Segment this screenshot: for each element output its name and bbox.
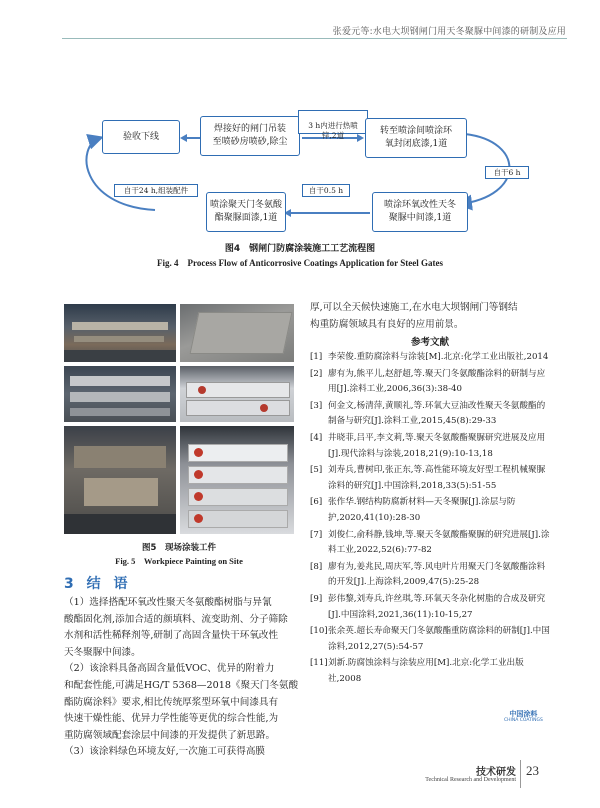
tag-dry-6h-label: 自干6 h — [493, 168, 521, 177]
body-line: （1）选择搭配环氧改性聚天冬氨酸酯树脂与异氰 — [64, 597, 272, 608]
body-line: 和配套性能,可满足HG/T 5368—2018《聚天门冬氨酸 — [64, 680, 299, 691]
china-coatings-logo — [504, 711, 543, 724]
logo-cn: 中国涂料 — [509, 710, 538, 718]
reference-text: 廖有为,姜兆民,周庆军,等.风电叶片用聚天门冬氨酸酯涂料的开发[J].上海涂料,2009,47(5):25-28 — [328, 561, 546, 588]
references-list — [310, 350, 550, 688]
reference-text: 张余英.超长寿命聚天门冬氨酸酯重防腐涂料的研制[J].中国涂料,2012,27(5):54-57 — [328, 626, 550, 652]
figure4-caption-en: Fig. 4 Process Flow of Anticorrosive Coatings Application for Steel Gates — [157, 258, 443, 268]
reference-number: [2] — [310, 368, 323, 379]
reference-item — [310, 399, 550, 430]
references-heading: 参考文献 — [410, 337, 449, 348]
reference-item — [310, 463, 550, 494]
reference-number: [1] — [310, 352, 323, 362]
step-primer-label: 转至喷涂间喷涂环 氧封闭底漆,1道 — [379, 126, 452, 149]
conclusion-text-right — [310, 300, 550, 334]
reference-number: [4] — [310, 432, 323, 443]
reference-number: [6] — [310, 497, 323, 508]
reference-text: 何金文,杨清萍,黄顺礼,等.环氧大豆油改性聚天冬氨酸酯的制备与研究[J].涂料工业,2015,45(8):29-33 — [328, 400, 546, 427]
body-line: 重防腐领域配套涂层中间漆的开发提供了新思路。 — [64, 729, 276, 741]
section-heading: 3 结 语 — [64, 576, 132, 592]
process-flowchart — [80, 96, 530, 234]
site-photos — [64, 304, 294, 534]
body-line: （2）该涂料具备高固含量低VOC、优异的附着力 — [64, 663, 275, 675]
header-rule — [62, 38, 567, 39]
tag-zinc-spray — [298, 110, 368, 140]
reference-text: 井晓菲,吕平,李文莉,等.聚天冬氨酸酯聚脲研究进展及应用[J].现代涂料与涂装,2018,21(9):10-13,18 — [328, 432, 546, 459]
body-line: 天冬聚脲中间漆。 — [64, 646, 141, 658]
arrow-to-inspection — [182, 137, 200, 139]
reference-item — [310, 431, 550, 462]
reference-item — [310, 560, 550, 591]
step-sandblast-label: 焊接好的闸门吊装 至喷砂房喷砂,除尘 — [212, 124, 288, 147]
reference-number: [3] — [310, 400, 323, 411]
tag-dry-05h-label: 自干0.5 h — [308, 186, 344, 195]
reference-item — [310, 495, 550, 526]
photo-coated-gate-surface — [180, 304, 294, 362]
reference-number: [10] — [310, 626, 328, 637]
photo-coating-booth — [64, 426, 176, 534]
photo-stacked-gate-leaves — [180, 426, 294, 534]
step-primer-box — [365, 118, 467, 158]
footer-divider — [520, 760, 521, 788]
tag-dry-24h-label: 自干24 h,组装配件 — [123, 186, 189, 195]
reference-item — [310, 350, 550, 366]
figure4-caption-cn: 图4 钢闸门防腐涂装施工工艺流程图 — [224, 244, 376, 254]
photo-workshop-frames — [64, 304, 176, 362]
body-line: 构重防腐领域具有良好的应用前景。 — [310, 318, 464, 330]
body-line: 酯防腐涂料》要求,相比传统厚浆型环氧中间漆具有 — [64, 696, 279, 708]
reference-number: [8] — [310, 561, 323, 572]
figure5-caption-cn: 图5 现场涂装工件 — [142, 543, 216, 553]
reference-number: [5] — [310, 465, 323, 476]
step-topcoat-box — [206, 192, 286, 232]
footer-section-en: Technical Research and Development — [425, 777, 516, 783]
body-line: 水剂和活性稀释剂等,研制了高固含量快干环氧改性 — [64, 630, 279, 642]
reference-item — [310, 656, 550, 687]
reference-text: 刘俊仁,俞科静,钱坤,等.聚天冬氨酸酯聚脲的研究进展[J].涂料工业,2022,52(6):77-82 — [328, 529, 550, 556]
conclusion-text-left — [64, 595, 299, 765]
body-line: （3）该涂料绿色环境友好,一次施工可获得高膜 — [64, 746, 266, 758]
photo-gate-frames-line — [64, 366, 176, 422]
tag-zinc-spray-label: 3 h内进行热喷 锌,2道 — [308, 121, 358, 140]
tag-dry-24h — [114, 184, 198, 197]
footer-section-cn: 技术研发 — [476, 767, 516, 778]
step-inspection-label: 验收下线 — [122, 131, 159, 142]
body-line: 酸酯固化剂,添加合适的颜填料、流变助剂、分子筛除 — [64, 613, 288, 625]
logo-en: CHINA COATINGS — [504, 717, 543, 723]
reference-item — [310, 367, 550, 398]
reference-item — [310, 624, 550, 655]
step-midcoat-label: 喷涂环氧改性天冬 聚脲中间漆,1道 — [383, 200, 456, 223]
reference-text: 张作华.钢结构防腐新材料—天冬聚脲[J].涂层与防护,2020,41(10):28-30 — [328, 497, 516, 523]
page-number: 23 — [526, 763, 539, 778]
body-line: 快速干燥性能、优异力学性能等更优的综合性能,为 — [64, 713, 279, 725]
body-line: 厚,可以全天候快速施工,在水电大坝钢闸门等钢结 — [310, 302, 518, 313]
reference-number: [9] — [310, 593, 323, 604]
reference-text: 刘寿兵,曹树印,张正东,等.高性能环境友好型工程机械聚脲涂料的研究[J].中国涂料,2018,33(5):51-55 — [328, 465, 546, 491]
step-midcoat-box — [372, 192, 468, 232]
step-inspection-box — [102, 120, 180, 154]
reference-text: 彭伟黎,刘寿兵,许丝琪,等.环氧天冬杂化树脂的合成及研究[J].中国涂料,2021,36(11):10-15,27 — [328, 593, 546, 620]
step-topcoat-label: 喷涂聚天门冬氨酸 酯聚脲面漆,1道 — [210, 200, 283, 223]
reference-item — [310, 528, 550, 559]
running-header: 张爱元等:水电大坝钢闸门用天冬聚脲中间漆的研制及应用 — [332, 27, 566, 37]
photo-white-gate-sections — [180, 366, 294, 422]
reference-text: 刘新.防腐蚀涂料与涂装应用[M].北京:化学工业出版社,2008 — [328, 658, 524, 684]
arrow-midcoat-to-topcoat — [286, 212, 370, 214]
reference-text: 李荣俊.重防腐涂料与涂装[M].北京:化学工业出版社,2014 — [328, 352, 549, 362]
reference-number: [7] — [310, 529, 323, 540]
tag-dry-05h — [302, 184, 350, 197]
reference-number: [11] — [310, 658, 328, 669]
reference-item — [310, 592, 550, 623]
step-sandblast-box — [200, 116, 300, 156]
figure5-caption-en: Fig. 5 Workpiece Painting on Site — [115, 556, 243, 566]
tag-dry-6h — [485, 166, 529, 179]
reference-text: 廖有为,熊平儿,赵舒超,等.聚天门冬氨酸酯涂料的研制与应用[J].涂料工业,2006,36(3):38-40 — [328, 368, 546, 395]
